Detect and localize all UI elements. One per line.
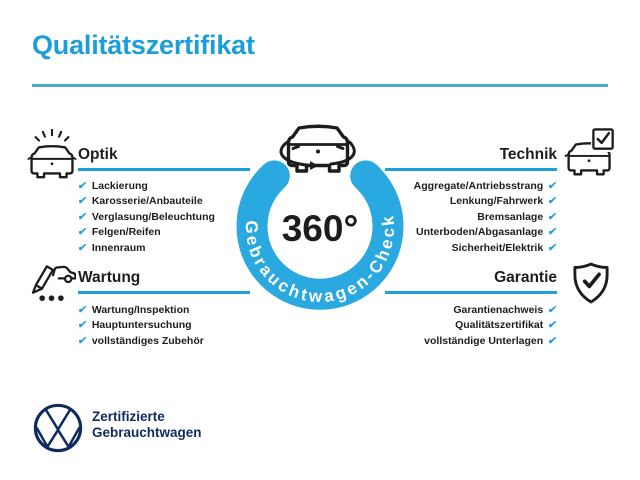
degrees-label: 360° bbox=[281, 208, 359, 249]
item-label: Garantienachweis bbox=[453, 303, 544, 316]
ring-label: Gebrauchtwagen-Check bbox=[241, 212, 399, 307]
brand-line-2: Gebrauchtwagen bbox=[92, 425, 202, 440]
sparkling-car-icon bbox=[26, 128, 78, 180]
rotating-car-icon bbox=[281, 126, 354, 171]
item-label: Wartung/Inspektion bbox=[91, 303, 190, 316]
item-label: Lenkung/Fahrwerk bbox=[449, 195, 544, 207]
check-icon: ✔ bbox=[547, 319, 558, 331]
section-title-optik: Optik bbox=[78, 146, 118, 163]
check-icon: ✔ bbox=[77, 195, 88, 207]
item-label: Innenraum bbox=[91, 241, 146, 254]
check-icon: ✔ bbox=[547, 303, 558, 316]
check-icon: ✔ bbox=[77, 210, 88, 223]
item-label: Hauptuntersuchung bbox=[91, 319, 192, 331]
brand-line-1: Zertifizierte bbox=[92, 409, 165, 424]
checklist-item bbox=[78, 334, 250, 350]
check-icon: ✔ bbox=[547, 334, 558, 347]
item-label: vollständiges Zubehör bbox=[91, 334, 204, 347]
item-label: vollständige Unterlagen bbox=[424, 334, 544, 347]
360-degree-badge bbox=[218, 120, 422, 320]
shield-check-icon bbox=[568, 260, 614, 306]
vw-logo bbox=[32, 402, 84, 454]
item-label: Lackierung bbox=[91, 179, 148, 192]
brand-text bbox=[92, 409, 202, 441]
checklist-item bbox=[78, 318, 250, 334]
checklist-item bbox=[385, 334, 557, 350]
section-title-technik: Technik bbox=[499, 146, 557, 163]
item-label: Unterboden/Abgasanlage bbox=[416, 226, 544, 238]
check-icon: ✔ bbox=[547, 241, 558, 254]
item-label: Verglasung/Beleuchtung bbox=[91, 210, 215, 223]
item-label: Karosserie/Anbauteile bbox=[91, 195, 203, 207]
check-icon: ✔ bbox=[77, 319, 88, 331]
item-label: Aggregate/Antriebsstrang bbox=[413, 179, 544, 192]
check-icon: ✔ bbox=[547, 195, 558, 207]
section-title-wartung: Wartung bbox=[78, 269, 141, 286]
car-checkbox-icon bbox=[564, 127, 618, 179]
pencil-car-icon bbox=[26, 257, 76, 307]
check-icon: ✔ bbox=[77, 226, 88, 238]
item-label: Qualitätszertifikat bbox=[455, 319, 544, 331]
section-title-garantie: Garantie bbox=[494, 269, 557, 286]
check-icon: ✔ bbox=[77, 303, 88, 316]
check-icon: ✔ bbox=[547, 179, 558, 192]
item-label: Sicherheit/Elektrik bbox=[451, 241, 544, 254]
check-icon: ✔ bbox=[77, 241, 88, 254]
page-title: Qualitätszertifikat bbox=[32, 30, 255, 60]
check-icon: ✔ bbox=[77, 179, 88, 192]
check-icon: ✔ bbox=[547, 210, 558, 223]
check-icon: ✔ bbox=[547, 226, 558, 238]
check-icon: ✔ bbox=[77, 334, 88, 347]
item-label: Felgen/Reifen bbox=[91, 226, 161, 238]
item-label: Bremsanlage bbox=[477, 210, 544, 223]
title-divider bbox=[32, 84, 608, 87]
checklist-item bbox=[385, 318, 557, 334]
